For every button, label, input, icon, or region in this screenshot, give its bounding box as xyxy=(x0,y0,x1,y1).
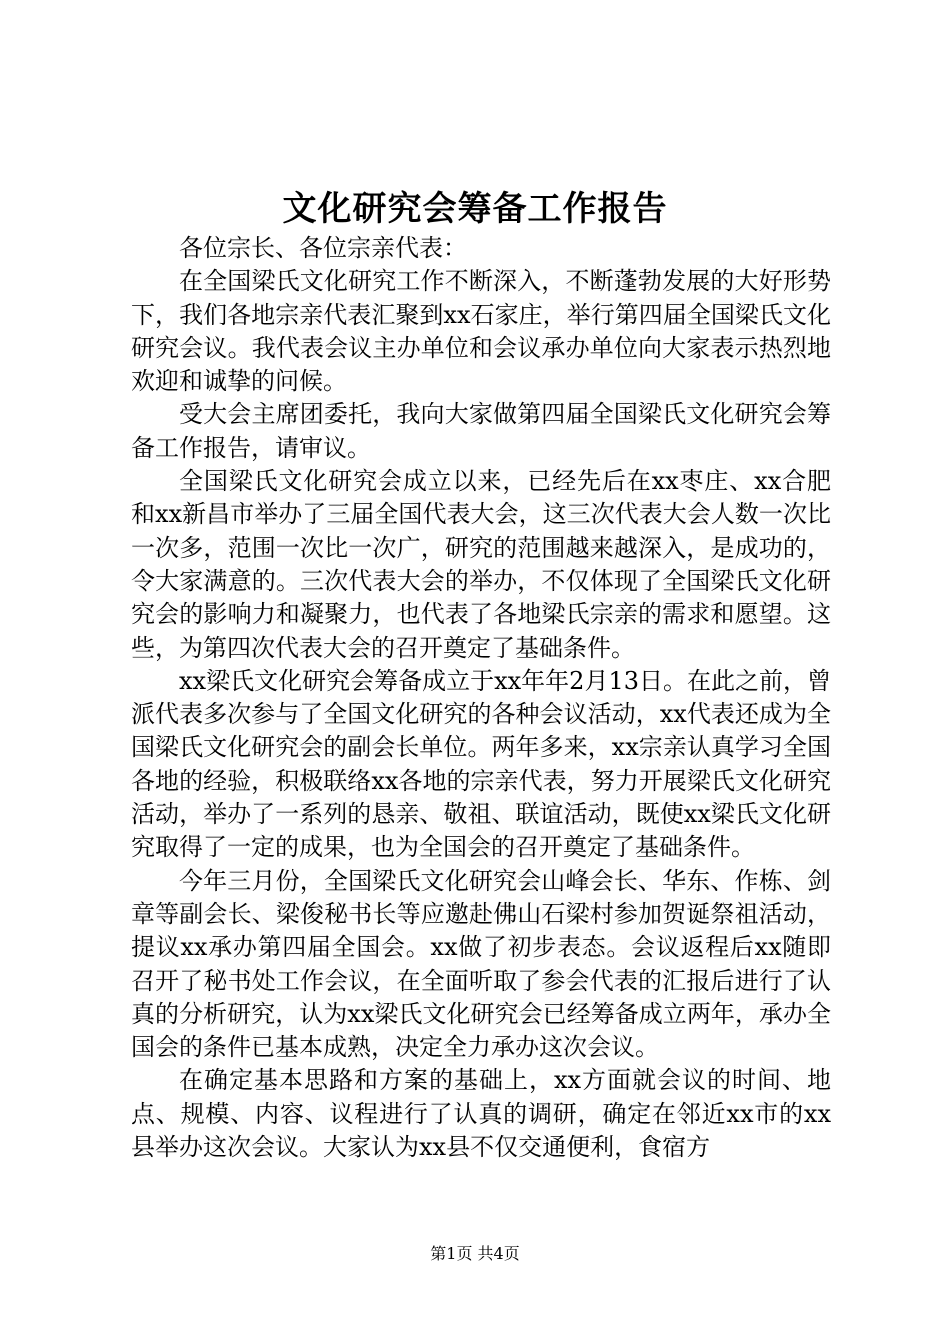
body-paragraph: xx梁氏文化研究会筹备成立于xx年年2月13日。在此之前，曾派代表多次参与了全国文化研究的各种会议活动，xx代表还成为全国梁氏文化研究会的副会长单位。两年多来，xx宗亲认真学习全国各地的经验，积极联络xx各地的宗亲代表，努力开展梁氏文化研究活动，举办了一系列的恳亲、敬祖、联谊活动，既使xx梁氏文化研究取得了一定的成果，也为全国会的召开奠定了基础条件。 xyxy=(131,666,831,862)
body-paragraph: 在确定基本思路和方案的基础上，xx方面就会议的时间、地点、规模、内容、议程进行了认真的调研，确定在邻近xx市的xx县举办这次会议。大家认为xx县不仅交通便利，食宿方 xyxy=(131,1066,831,1162)
body-paragraph: 受大会主席团委托，我向大家做第四届全国梁氏文化研究会筹备工作报告，请审议。 xyxy=(131,400,831,462)
document-body xyxy=(131,232,831,1164)
body-paragraph: 今年三月份，全国梁氏文化研究会山峰会长、华东、作栋、剑章等副会长、梁俊秘书长等应邀赴佛山石梁村参加贺诞祭祖活动，提议xx承办第四届全国会。xx做了初步表态。会议返程后xx随即召开了秘书处工作会议，在全面听取了参会代表的汇报后进行了认真的分析研究，认为xx梁氏文化研究会已经筹备成立两年，承办全国会的条件已基本成熟，决定全力承办这次会议。 xyxy=(131,866,831,1062)
salutation-paragraph: 各位宗长、各位宗亲代表： xyxy=(179,234,467,262)
document-title: 文化研究会筹备工作报告 xyxy=(282,189,668,229)
page-number-footer: 第1页 共4页 xyxy=(430,1244,520,1263)
body-paragraph: 全国梁氏文化研究会成立以来，已经先后在xx枣庄、xx合肥和xx新昌市举办了三届全国代表大会，这三次代表大会人数一次比一次多，范围一次比一次广，研究的范围越来越深入，是成功的，令大家满意的。三次代表大会的举办，不仅体现了全国梁氏文化研究会的影响力和凝聚力，也代表了各地梁氏宗亲的需求和愿望。这些，为第四次代表大会的召开奠定了基础条件。 xyxy=(131,467,831,662)
body-paragraph: 在全国梁氏文化研究工作不断深入，不断蓬勃发展的大好形势下，我们各地宗亲代表汇聚到xx石家庄，举行第四届全国梁氏文化研究会议。我代表会议主办单位和会议承办单位向大家表示热烈地欢迎和诚挚的问候。 xyxy=(131,267,831,396)
